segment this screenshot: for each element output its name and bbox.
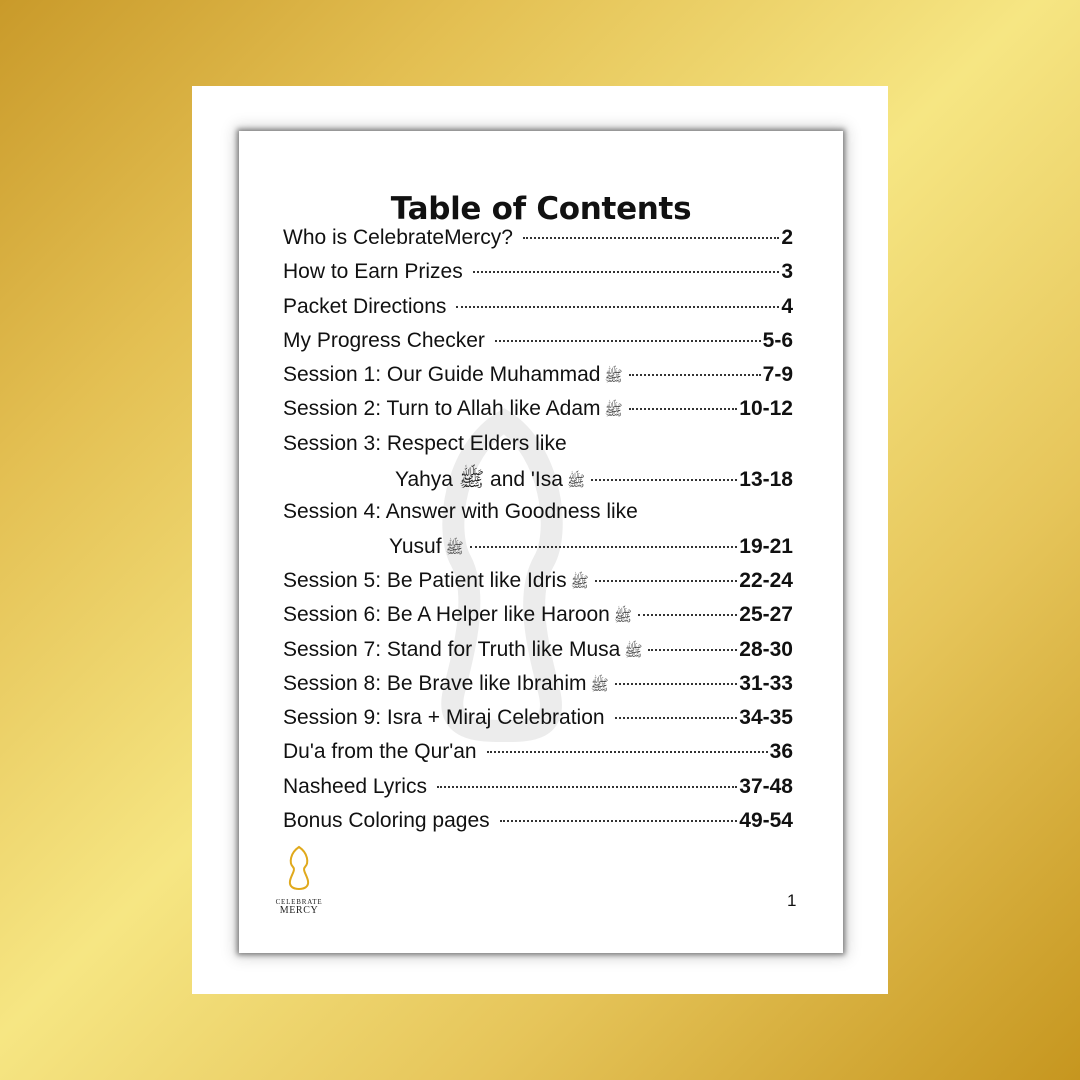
toc-entry bbox=[283, 672, 793, 706]
toc-entry-label: Nasheed Lyrics bbox=[283, 774, 427, 798]
toc-leader-dots bbox=[648, 649, 737, 651]
toc-entry bbox=[283, 638, 793, 672]
toc-entry-label: My Progress Checker bbox=[283, 328, 485, 352]
toc-entry-label: Session 6: Be A Helper like Haroon bbox=[283, 603, 610, 627]
toc-entry-label: Session 1: Our Guide Muhammad bbox=[283, 363, 601, 387]
toc-leader-dots bbox=[629, 374, 761, 376]
toc-leader-dots bbox=[470, 546, 738, 548]
toc-entry bbox=[283, 226, 793, 260]
toc-entry-page: 31-33 bbox=[739, 671, 793, 695]
toc-entry-label: Session 3: Respect Elders like bbox=[283, 431, 567, 455]
celebrate-mercy-logo bbox=[269, 845, 329, 916]
toc-entry-label: Session 7: Stand for Truth like Musa bbox=[283, 637, 621, 661]
toc-entry-page: 19-21 bbox=[739, 534, 793, 558]
toc-leader-dots bbox=[615, 683, 738, 685]
toc-entry-page: 22-24 bbox=[739, 568, 793, 592]
toc-leader-dots bbox=[615, 717, 738, 719]
page-number: 1 bbox=[787, 891, 797, 910]
toc-leader-dots bbox=[523, 237, 779, 239]
toc-entry bbox=[283, 706, 793, 740]
toc-entry bbox=[283, 329, 793, 363]
toc-entry bbox=[283, 466, 793, 500]
toc-entry-label: Who is CelebrateMercy? bbox=[283, 226, 513, 249]
toc-leader-dots bbox=[473, 271, 780, 273]
toc-entry bbox=[283, 432, 793, 466]
honorific-icon: ﷺ bbox=[604, 367, 623, 386]
toc-leader-dots bbox=[595, 580, 738, 582]
toc-entry-label: Yahya ﷺ and 'Isa bbox=[395, 468, 563, 492]
toc-entry-page: 5-6 bbox=[762, 328, 793, 352]
toc-entry-page: 37-48 bbox=[739, 774, 793, 798]
honorific-icon: ﷺ bbox=[624, 641, 643, 660]
honorific-icon: ﷺ bbox=[566, 472, 586, 491]
toc-entry bbox=[283, 363, 793, 397]
toc-entry-label: Session 2: Turn to Allah like Adam bbox=[283, 397, 601, 421]
toc-entry-label: Bonus Coloring pages bbox=[283, 809, 490, 833]
honorific-icon: ﷺ bbox=[570, 572, 589, 591]
toc-entry-page: 7-9 bbox=[762, 363, 793, 387]
toc-entry bbox=[283, 809, 793, 843]
toc-entry bbox=[283, 775, 793, 809]
toc-leader-dots bbox=[456, 306, 779, 308]
honorific-icon: ﷺ bbox=[604, 401, 623, 420]
toc-entry-page: 25-27 bbox=[739, 603, 793, 627]
toc-entry-label: Session 8: Be Brave like Ibrahim bbox=[283, 671, 587, 695]
toc-entry-label: How to Earn Prizes bbox=[283, 260, 463, 284]
toc-leader-dots bbox=[437, 786, 737, 788]
toc-title: Table of Contents bbox=[390, 191, 692, 227]
toc-entry bbox=[283, 500, 793, 534]
toc-entry-page: 34-35 bbox=[739, 706, 793, 730]
toc-entry-page: 2 bbox=[781, 226, 793, 249]
toc-leader-dots bbox=[487, 751, 768, 753]
toc-leader-dots bbox=[629, 408, 738, 410]
toc-entry bbox=[283, 260, 793, 294]
toc-entry bbox=[283, 397, 793, 431]
honorific-icon: ﷺ bbox=[613, 607, 632, 626]
toc-entry-page: 4 bbox=[781, 294, 793, 318]
toc-leader-dots bbox=[495, 340, 761, 342]
honorific-icon: ﷺ bbox=[445, 538, 464, 557]
toc-entry-page: 10-12 bbox=[739, 397, 793, 421]
toc-entry bbox=[283, 740, 793, 774]
toc-leader-dots bbox=[591, 479, 737, 481]
toc-entry-page: 49-54 bbox=[739, 809, 793, 833]
toc-leader-dots bbox=[638, 614, 737, 616]
flame-logo-icon bbox=[284, 845, 314, 891]
document-page bbox=[239, 131, 843, 953]
logo-text-celebrate: CELEBRATE bbox=[275, 898, 323, 906]
toc-entry-page: 3 bbox=[781, 260, 793, 284]
toc-entry-label: Du'a from the Qur'an bbox=[283, 740, 477, 764]
toc-entry-label: Session 9: Isra + Miraj Celebration bbox=[283, 706, 605, 730]
toc-entry-label: Session 4: Answer with Goodness like bbox=[283, 500, 638, 524]
toc-entry bbox=[283, 535, 793, 569]
toc-entry-label: Packet Directions bbox=[283, 294, 447, 318]
toc-entry-page: 13-18 bbox=[739, 468, 793, 492]
toc-leader-dots bbox=[500, 820, 738, 822]
toc-entry bbox=[283, 569, 793, 603]
honorific-icon: ﷺ bbox=[590, 675, 609, 694]
toc-entry-page: 28-30 bbox=[739, 637, 793, 661]
toc-list bbox=[283, 226, 793, 843]
logo-text-mercy: MERCY bbox=[279, 905, 319, 916]
toc-entry bbox=[283, 603, 793, 637]
toc-entry-label: Yusuf bbox=[389, 534, 442, 558]
toc-entry-page: 36 bbox=[769, 740, 793, 764]
toc-entry bbox=[283, 295, 793, 329]
toc-entry-label: Session 5: Be Patient like Idris bbox=[283, 568, 567, 592]
